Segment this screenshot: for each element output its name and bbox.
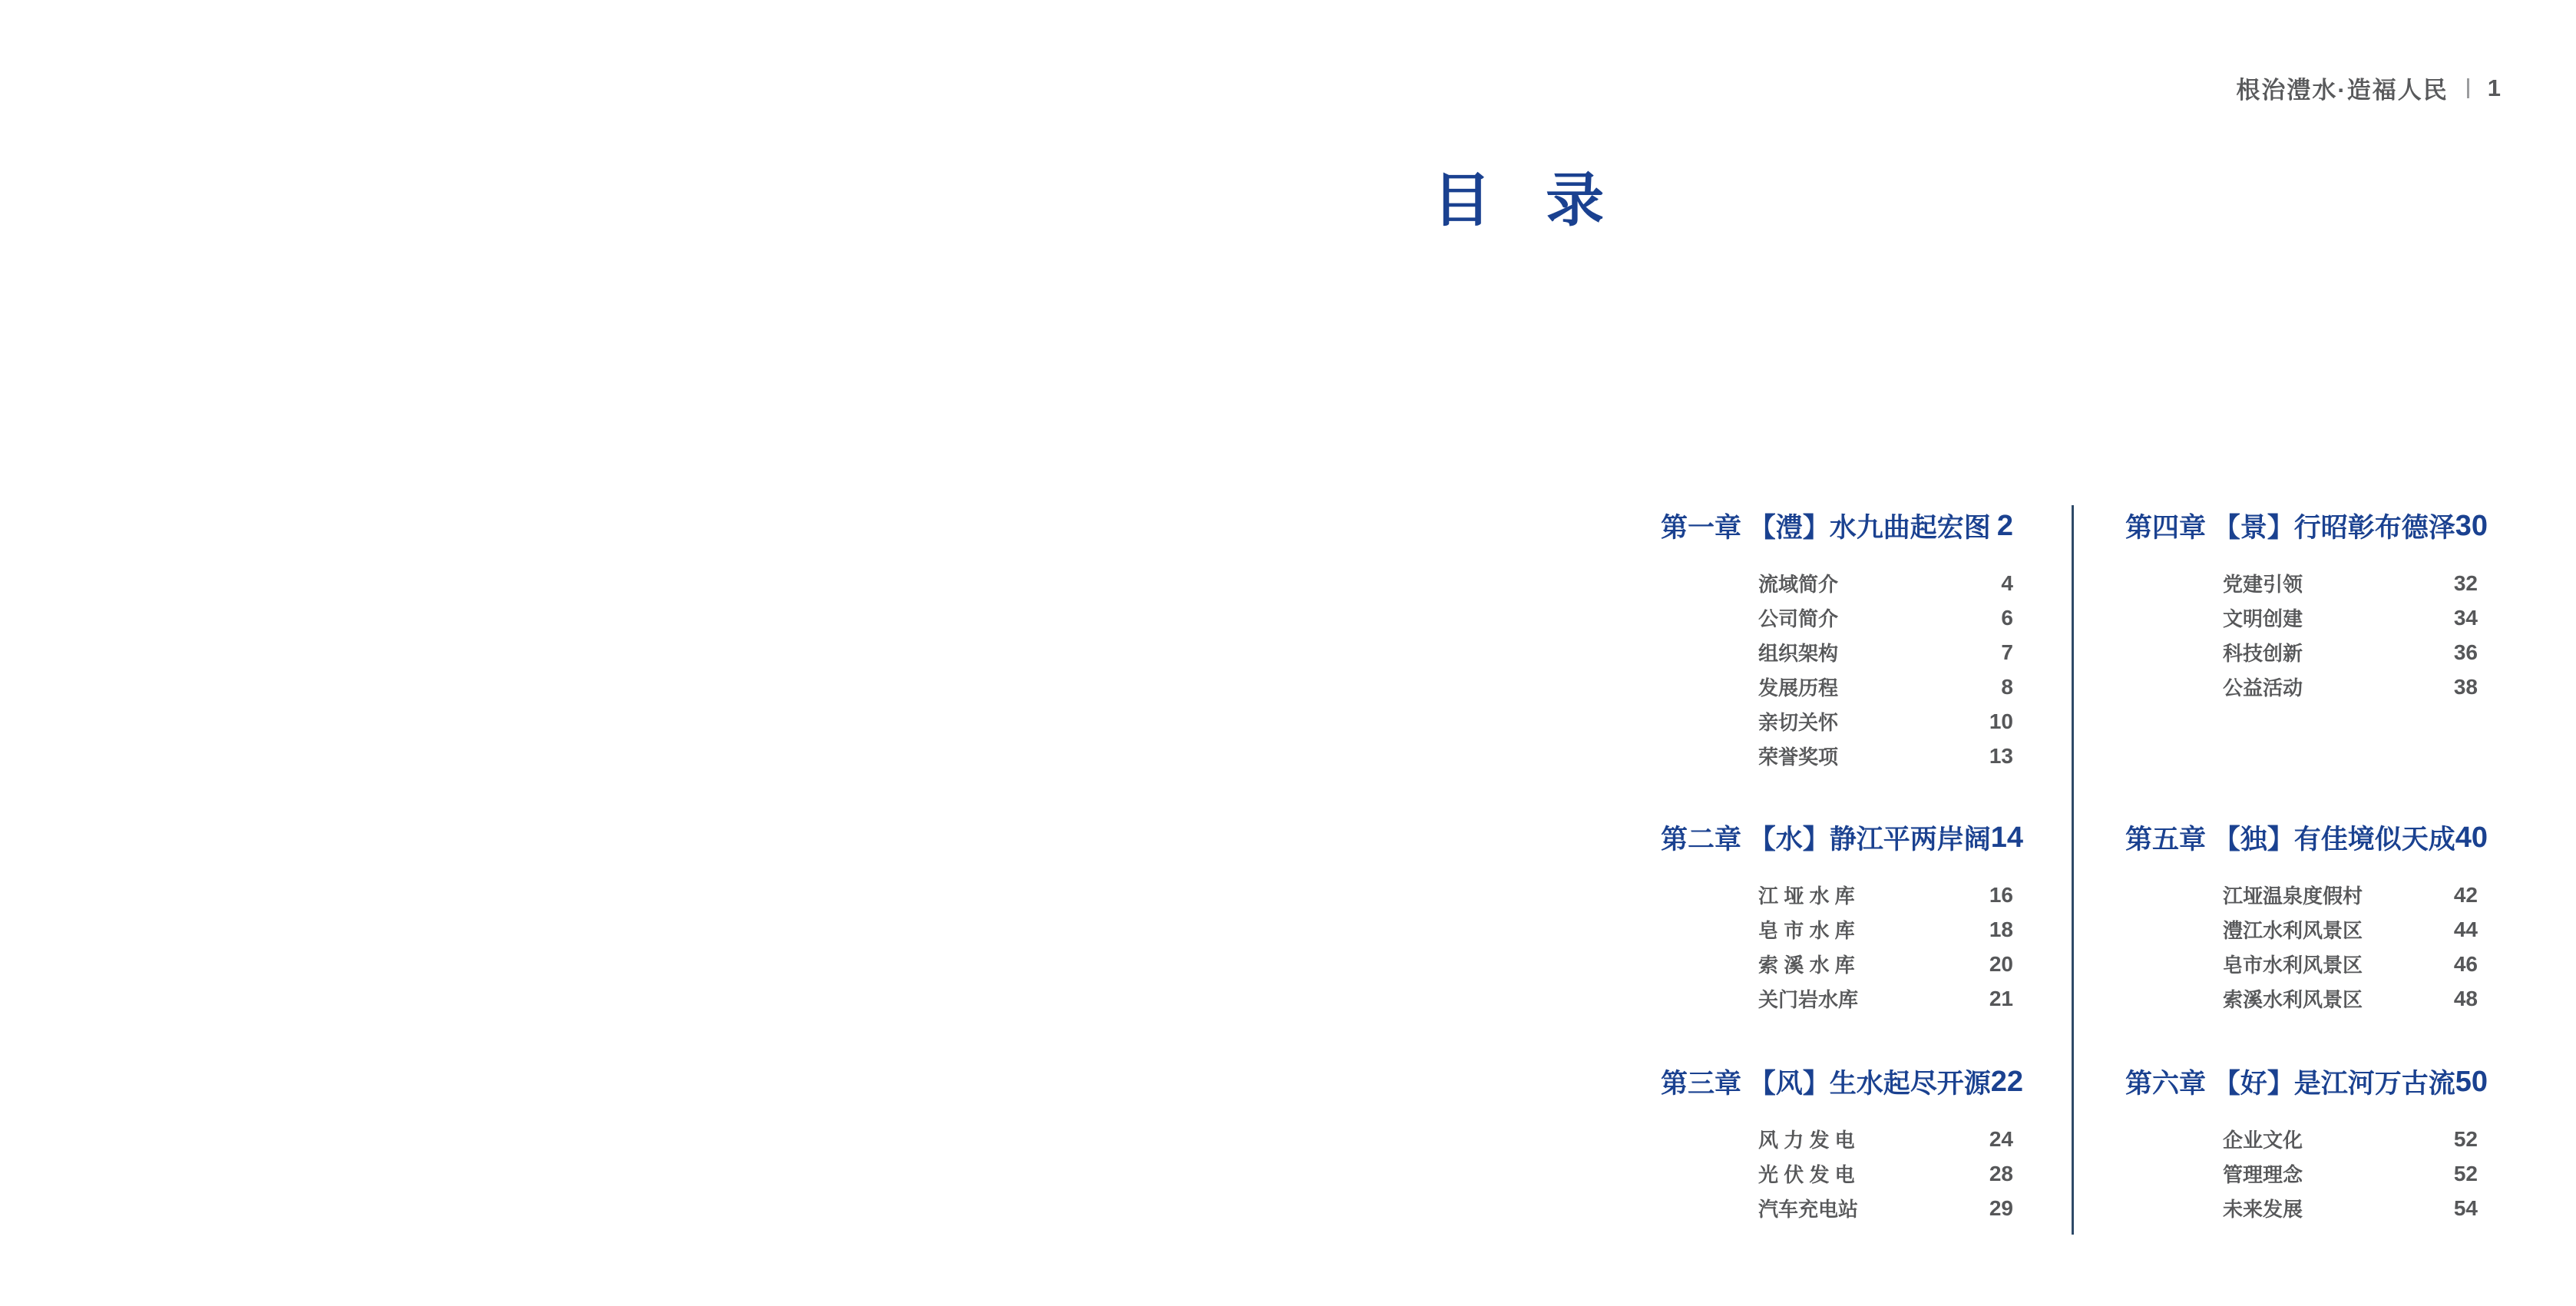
toc-item[interactable] [2125,1122,2478,1156]
toc-item-page: 36 [2453,640,2478,664]
toc-item[interactable] [1661,739,2013,773]
toc-item-page: 20 [1989,951,2013,976]
toc-item-label: 文明创建 [2223,607,2303,630]
toc-item[interactable] [2125,878,2478,912]
toc-item-label: 企业文化 [2223,1129,2303,1152]
chapter-items [1661,1122,2013,1225]
toc-item-label: 公益活动 [2223,676,2303,699]
toc-item-page: 24 [1989,1126,2013,1151]
toc-item-label: 科技创新 [2223,642,2303,665]
toc-item[interactable] [1661,566,2013,600]
toc-item[interactable] [2125,635,2478,670]
toc-chapter-2 [1661,821,2024,1016]
toc-item-label: 光 伏 发 电 [1758,1163,1855,1186]
toc-item-label: 澧江水利风景区 [2223,919,2363,942]
toc-item-label: 江垭温泉度假村 [2223,884,2363,908]
header-page-number: 1 [2487,74,2501,101]
toc-item-page: 44 [2453,917,2478,941]
toc-column-right [2125,0,2488,1306]
chapter-page-number: 14 [1990,821,2024,854]
toc-item-page: 16 [1989,882,2013,907]
toc-chapter-1 [1661,509,2013,773]
toc-item-page: 28 [1989,1161,2013,1185]
chapter-items [2125,878,2478,1016]
toc-item[interactable] [2125,566,2478,600]
chapter-items [1661,878,2013,1016]
toc-item-label: 亲切关怀 [1758,711,1839,734]
toc-item-page: 8 [2001,674,2013,699]
toc-item-label: 管理理念 [2223,1163,2303,1186]
toc-item[interactable] [1661,1156,2013,1191]
chapter-title: 第六章 【好】是江河万古流 [2125,1069,2455,1099]
toc-item[interactable] [2125,1156,2478,1191]
toc-item[interactable] [2125,600,2478,635]
toc-item[interactable] [2125,947,2478,981]
chapter-heading[interactable] [1661,821,2024,855]
toc-item-label: 党建引领 [2223,573,2303,596]
chapter-page-number: 40 [2455,821,2488,854]
toc-item-label: 关门岩水库 [1758,988,1859,1011]
toc-item[interactable] [1661,981,2013,1016]
toc-item-label: 皂 市 水 库 [1758,919,1855,942]
toc-item-label: 发展历程 [1758,676,1839,699]
toc-item-label: 流域简介 [1758,573,1839,596]
toc-item-label: 荣誉奖项 [1758,746,1839,769]
toc-item[interactable] [2125,981,2478,1016]
toc-item-page: 7 [2001,640,2013,664]
chapter-title: 第二章 【水】静江平两岸阔 [1661,825,1991,855]
toc-item[interactable] [1661,912,2013,947]
toc-item-page: 38 [2453,674,2478,699]
toc-item-page: 6 [2001,605,2013,630]
page-title: 目 录 [1433,168,1606,233]
toc-chapter-4 [2125,509,2488,704]
toc-item[interactable] [1661,947,2013,981]
chapter-title: 第五章 【独】有佳境似天成 [2125,825,2455,855]
chapter-items [2125,566,2478,704]
toc-item-label: 索溪水利风景区 [2223,988,2363,1011]
toc-item[interactable] [2125,670,2478,704]
chapter-items [2125,1122,2478,1225]
chapter-heading[interactable] [2125,509,2488,543]
toc-item-page: 34 [2453,605,2478,630]
chapter-heading[interactable] [2125,1065,2488,1099]
chapter-heading[interactable] [1661,509,2013,543]
toc-item[interactable] [2125,912,2478,947]
chapter-page-number: 22 [1990,1065,2024,1098]
toc-item[interactable] [1661,704,2013,739]
chapter-items [1661,566,2013,773]
toc-item-page: 52 [2453,1126,2478,1151]
toc-item[interactable] [1661,635,2013,670]
toc-item-label: 未来发展 [2223,1198,2303,1221]
chapter-heading[interactable] [2125,821,2488,855]
toc-item[interactable] [1661,878,2013,912]
toc-item[interactable] [1661,1191,2013,1225]
toc-item-label: 汽车充电站 [1758,1198,1859,1221]
toc-item-page: 46 [2453,951,2478,976]
chapter-title: 第四章 【景】行昭彰布德泽 [2125,513,2455,543]
chapter-title: 第三章 【风】生水起尽开源 [1661,1069,1991,1099]
toc-item-label: 皂市水利风景区 [2223,954,2363,977]
column-divider [2072,505,2074,1235]
toc-item-page: 18 [1989,917,2013,941]
toc-item-label: 公司简介 [1758,607,1839,630]
toc-chapter-6 [2125,1065,2488,1225]
chapter-page-number: 30 [2455,509,2488,542]
toc-item[interactable] [1661,600,2013,635]
toc-chapter-3 [1661,1065,2024,1225]
chapter-page-number: 2 [1996,509,2013,542]
toc-item-page: 21 [1989,986,2013,1010]
chapter-page-number: 50 [2455,1065,2488,1098]
toc-item-page: 52 [2453,1161,2478,1185]
toc-item[interactable] [1661,1122,2013,1156]
toc-item-page: 29 [1989,1195,2013,1220]
toc-item-label: 索 溪 水 库 [1758,954,1855,977]
toc-item-page: 54 [2453,1195,2478,1220]
toc-item-page: 4 [2001,570,2013,595]
toc-item-label: 江 垭 水 库 [1758,884,1855,908]
toc-item-page: 42 [2453,882,2478,907]
toc-item[interactable] [2125,1191,2478,1225]
toc-item-page: 32 [2453,570,2478,595]
toc-item-label: 组织架构 [1758,642,1839,665]
toc-item-page: 48 [2453,986,2478,1010]
toc-chapter-5 [2125,821,2488,1016]
toc-column-left [1661,0,2024,1306]
chapter-heading[interactable] [1661,1065,2024,1099]
toc-item-label: 风 力 发 电 [1758,1129,1855,1152]
toc-item[interactable] [1661,670,2013,704]
toc-item-page: 13 [1989,743,2013,768]
header-slogan: 根治澧水·造福人民 [2236,77,2449,104]
toc-item-page: 10 [1989,709,2013,733]
chapter-title: 第一章 【澧】水九曲起宏图 [1661,513,1991,543]
